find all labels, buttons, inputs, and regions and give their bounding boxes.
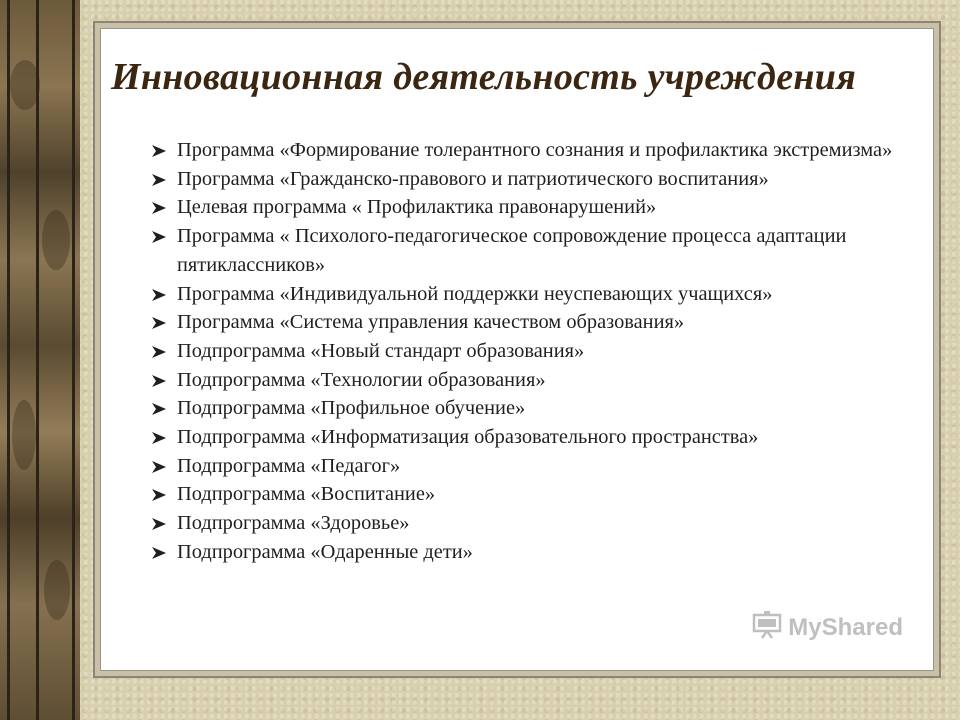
list-item bbox=[149, 222, 909, 279]
list-item bbox=[149, 394, 909, 423]
watermark bbox=[752, 611, 903, 644]
arrowhead-bullet-icon bbox=[151, 280, 169, 308]
slide-panel bbox=[100, 28, 934, 671]
strip-blotch bbox=[10, 60, 40, 110]
list-item-text: Целевая программа « Профилактика правонарушений» bbox=[177, 196, 657, 219]
list-item-text: Подпрограмма «Новый стандарт образования» bbox=[177, 339, 585, 362]
list-item bbox=[149, 136, 909, 165]
list-item-text: Программа «Формирование толерантного сознания и профилактика экстремизма» bbox=[177, 139, 893, 161]
slide-title: Инновационная деятельность учреждения bbox=[111, 56, 857, 98]
list-item bbox=[149, 193, 909, 222]
strip-blotch bbox=[12, 400, 36, 470]
slide-frame bbox=[93, 21, 941, 678]
list-item-text: Программа «Индивидуальной поддержки неуспевающих учащихся» bbox=[177, 282, 773, 305]
list-item-text: Подпрограмма «Информатизация образовательного пространства» bbox=[177, 426, 759, 449]
list-item-text: Программа «Гражданско-правового и патриотического воспитания» bbox=[177, 167, 769, 190]
list-item bbox=[149, 423, 909, 452]
list-item bbox=[149, 452, 909, 481]
list-item-text: Программа « Психолого-педагогическое сопровождение процесса адаптации пятиклассников» bbox=[177, 225, 847, 276]
strip-blotch bbox=[44, 560, 70, 620]
list-item-text: Подпрограмма «Воспитание» bbox=[177, 483, 436, 506]
list-item-text: Подпрограмма «Профильное обучение» bbox=[177, 397, 526, 420]
list-item bbox=[149, 165, 909, 194]
arrowhead-bullet-icon bbox=[151, 136, 169, 164]
arrowhead-bullet-icon bbox=[151, 366, 169, 394]
arrowhead-bullet-icon bbox=[151, 337, 169, 365]
arrowhead-bullet-icon bbox=[151, 538, 169, 566]
arrowhead-bullet-icon bbox=[151, 394, 169, 422]
list-item bbox=[149, 337, 909, 366]
list-item-text: Программа «Система управления качеством образования» bbox=[177, 311, 685, 334]
arrowhead-bullet-icon bbox=[151, 509, 169, 537]
list-item bbox=[149, 538, 909, 567]
list-item bbox=[149, 480, 909, 509]
list-item-text: Подпрограмма «Педагог» bbox=[177, 454, 401, 477]
arrowhead-bullet-icon bbox=[151, 480, 169, 508]
arrowhead-bullet-icon bbox=[151, 452, 169, 480]
list-item bbox=[149, 509, 909, 538]
list-item bbox=[149, 366, 909, 395]
arrowhead-bullet-icon bbox=[151, 222, 169, 250]
strip-blotch bbox=[42, 210, 70, 270]
watermark-text: MyShared bbox=[788, 613, 903, 641]
program-list bbox=[149, 136, 909, 567]
list-item bbox=[149, 280, 909, 309]
arrowhead-bullet-icon bbox=[151, 423, 169, 451]
arrowhead-bullet-icon bbox=[151, 193, 169, 221]
list-item bbox=[149, 308, 909, 337]
list-item-text: Подпрограмма «Одаренные дети» bbox=[177, 540, 473, 563]
decorative-wood-strip bbox=[0, 0, 80, 720]
list-item-text: Подпрограмма «Технологии образования» bbox=[177, 368, 546, 391]
list-item-text: Подпрограмма «Здоровье» bbox=[177, 512, 410, 535]
presentation-icon bbox=[752, 611, 782, 644]
arrowhead-bullet-icon bbox=[151, 308, 169, 336]
arrowhead-bullet-icon bbox=[151, 165, 169, 193]
